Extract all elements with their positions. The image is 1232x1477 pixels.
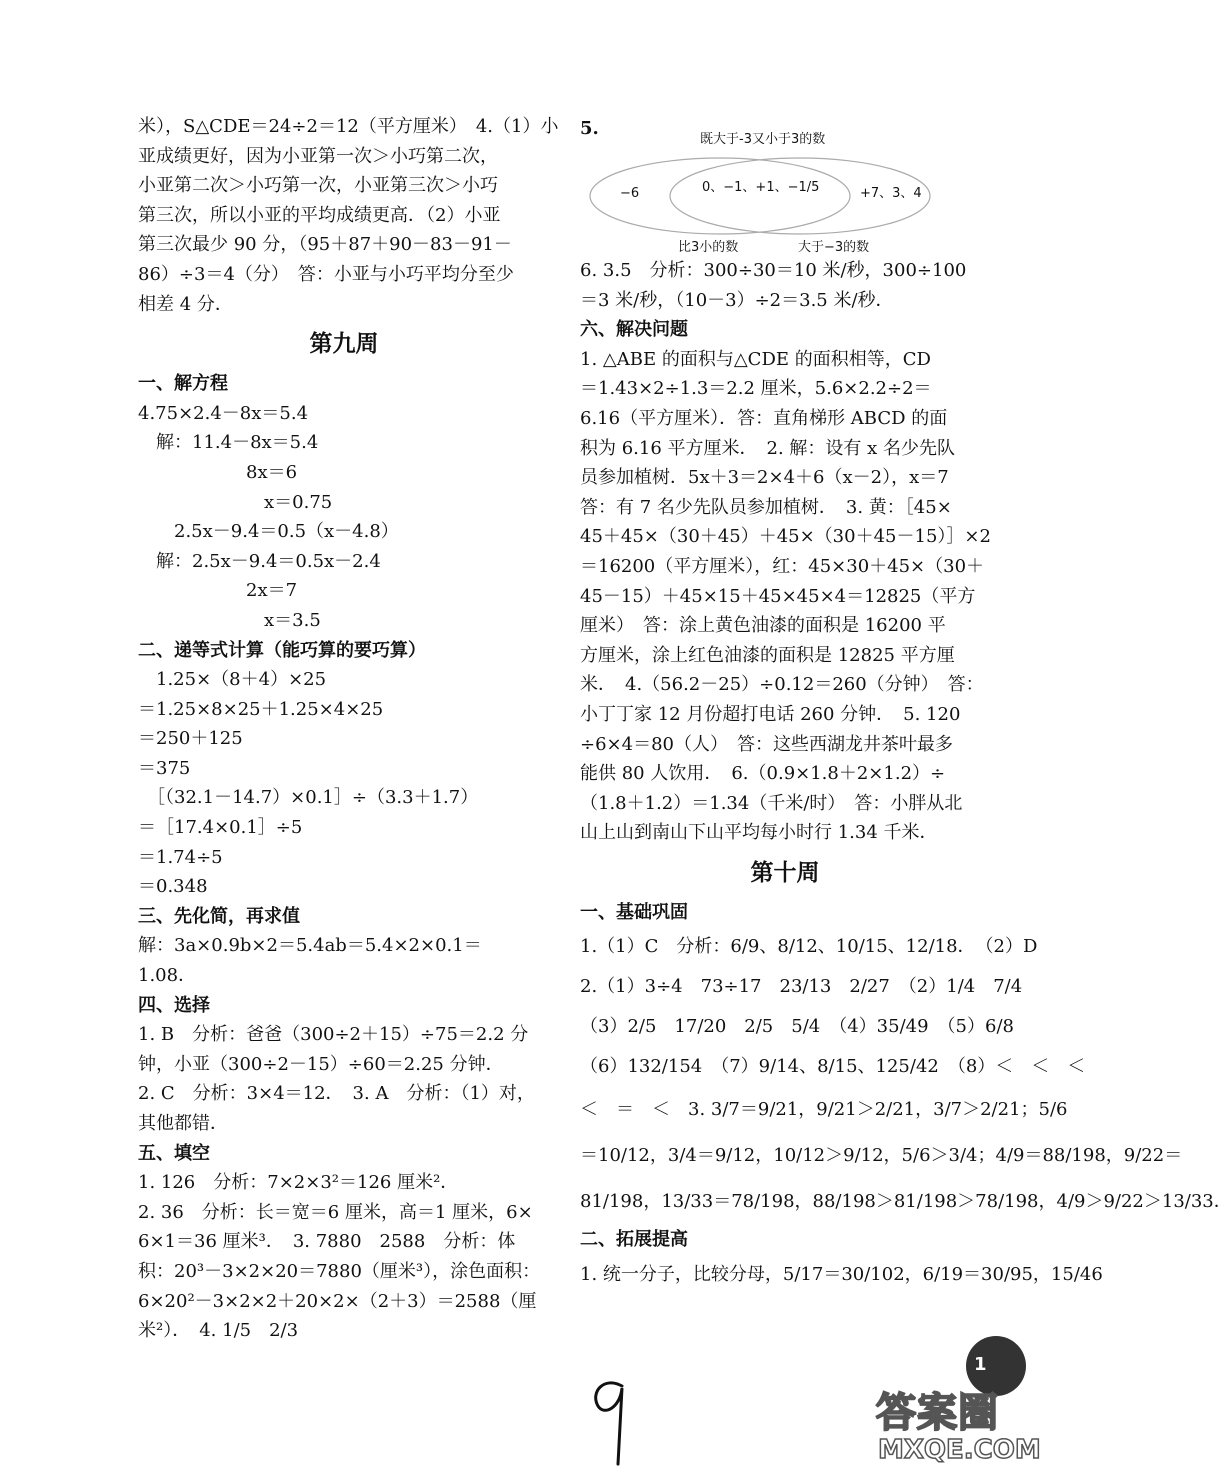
- right-column: [580, 112, 1232, 1295]
- text-line: 2. 36 分析：长＝宽＝6 厘米，高＝1 厘米，6×: [138, 1201, 533, 1223]
- watermark-logo: [856, 1375, 1041, 1477]
- section-title-problems: 六、解决问题: [580, 319, 688, 341]
- text-line: 45＋45×（30＋45）＋45×（30＋45－15）］×2: [580, 526, 991, 548]
- venn-left-values: −6: [620, 186, 640, 201]
- text-line: 其他都错．: [138, 1113, 228, 1134]
- text-line: 山上山到南山下山平均每小时行 1.34 千米．: [580, 822, 938, 844]
- text-line: 员参加植树．5x＋3＝2×4＋6（x－2），x＝7: [580, 467, 949, 489]
- calc-line: ［（32.1－14.7）×0.1］÷（3.3＋1.7）: [138, 787, 479, 809]
- text-line: ＝1.43×2÷1.3＝2.2 厘米，5.6×2.2÷2＝: [580, 378, 932, 400]
- text-line: 答：有 7 名少先队员参加植树． 3. 黄：［45×: [580, 496, 952, 518]
- equation-line: 4.75×2.4－8x＝5.4: [138, 402, 309, 424]
- fraction-line: （6）132/154 （7）9/14、8/15、125/42 （8）＜ ＜ ＜: [580, 1056, 1086, 1078]
- text-line: 86）÷3＝4（分） 答：小亚与小巧平均分至少: [138, 263, 514, 285]
- text-line: 45－15）＋45×15＋45×45×4＝12825（平方: [580, 585, 976, 607]
- equation-line: 2.5x－9.4＝0.5（x－4.8）: [138, 521, 399, 543]
- left-column: [138, 112, 559, 1346]
- text-line: 6. 3.5 分析：300÷30＝10 米/秒，300÷100: [580, 260, 967, 281]
- page-number: 1: [974, 1354, 987, 1375]
- fraction-line: 1.（1）C 分析：6/9、8/12、10/15、12/18． （2）D: [580, 936, 1038, 958]
- section-title-equations: 一、解方程: [138, 373, 228, 395]
- venn-diagram: [580, 112, 990, 255]
- calc-line: ＝［17.4×0.1］÷5: [138, 817, 303, 839]
- section-title-choice: 四、选择: [138, 994, 210, 1016]
- text-line: 积：20³－3×2×20＝7880（厘米³），涂色面积：: [138, 1260, 541, 1282]
- week-10-heading: 第十周: [750, 858, 820, 886]
- fraction-line: 81/198，13/33＝78/198，88/198＞81/198＞78/198，4/9＞9/22＞13/33．: [580, 1191, 1232, 1213]
- logo-text: 答案圈: [876, 1390, 999, 1436]
- venn-middle-values: 0、−1、+1、−1/5: [702, 180, 820, 195]
- text-line: 相差 4 分．: [138, 293, 233, 315]
- text-line: ＝16200（平方厘米），红：45×30＋45×（30＋: [580, 555, 985, 577]
- calc-line: ＝1.74÷5: [138, 846, 223, 868]
- handwritten-mark: [584, 1368, 644, 1472]
- text-line: 小丁丁家 12 月份超打电话 260 分钟． 5. 120: [580, 703, 961, 725]
- text-line: 米），S△CDE＝24÷2＝12（平方厘米） 4.（1）小: [138, 116, 559, 137]
- equation-line: 解：11.4－8x＝5.4: [138, 432, 319, 454]
- fraction-line: （3）2/5 17/20 2/5 5/4 （4）35/49 （5）6/8: [580, 1016, 1014, 1038]
- fraction-line: ＝10/12，3/4＝9/12，10/12＞9/12，5/6＞3/4；4/9＝88/198，9/22＝: [580, 1145, 1183, 1167]
- text-line: 小亚第二次＞小巧第一次，小亚第三次＞小巧: [138, 175, 498, 197]
- section-title-extension: 二、拓展提高: [580, 1229, 688, 1251]
- logo-url: MXQE.COM: [878, 1435, 1041, 1465]
- text-line: 亚成绩更好，因为小亚第一次＞小巧第二次，: [138, 145, 498, 167]
- text-line: 1. 126 分析：7×2×3²＝126 厘米²．: [138, 1172, 459, 1194]
- text-line: 钟，小亚（300÷2－15）÷60＝2.25 分钟．: [138, 1053, 504, 1075]
- text-line: （1.8＋1.2）＝1.34（千米/时） 答：小胖从北: [580, 792, 963, 814]
- text-line: 积为 6.16 平方厘米． 2. 解：设有 x 名少先队: [580, 437, 956, 459]
- fraction-line: 1. 统一分子，比较分母，5/17＝30/102，6/19＝30/95，15/46: [580, 1264, 1103, 1286]
- text-line: 解：3a×0.9b×2＝5.4ab＝5.4×2×0.1＝: [138, 935, 482, 957]
- text-line: 6.16（平方厘米）．答：直角梯形 ABCD 的面: [580, 407, 948, 429]
- fraction-line: ＜ ＝ ＜ 3. 3/7＝9/21，9/21＞2/21，3/7＞2/21；5/6: [580, 1099, 1068, 1121]
- equation-line: 8x＝6: [138, 461, 298, 483]
- text-line: ÷6×4＝80（人） 答：这些西湖龙井茶叶最多: [580, 733, 953, 755]
- venn-top-caption: 既大于-3又小于3的数: [700, 132, 826, 147]
- calc-line: ＝250＋125: [138, 728, 243, 750]
- text-line: 厘米） 答：涂上黄色油漆的面积是 16200 平: [580, 615, 946, 637]
- text-line: ＝3 米/秒，（10－3）÷2＝3.5 米/秒．: [580, 289, 894, 311]
- equation-line: 2x＝7: [138, 580, 298, 602]
- text-line: 米． 4.（56.2－25）÷0.12＝260（分钟） 答：: [580, 674, 984, 696]
- text-line: 1. △ABE 的面积与△CDE 的面积相等，CD: [580, 348, 931, 370]
- calc-line: ＝375: [138, 757, 191, 779]
- calc-line: ＝1.25×8×25＋1.25×4×25: [138, 698, 384, 720]
- text-line: 第三次，所以小亚的平均成绩更高．（2）小亚: [138, 204, 501, 226]
- text-line: 2. C 分析：3×4＝12． 3. A 分析：（1）对，: [138, 1083, 535, 1105]
- text-line: 方厘米，涂上红色油漆的面积是 12825 平方厘: [580, 644, 955, 666]
- text-line: 第三次最少 90 分，（95＋87＋90－83－91－: [138, 234, 512, 256]
- venn-right-caption: 大于−3的数: [798, 240, 870, 255]
- section-title-fill: 五、填空: [138, 1142, 210, 1164]
- text-line: 1. B 分析：爸爸（300÷2＋15）÷75＝2.2 分: [138, 1024, 529, 1046]
- week-9-heading: 第九周: [309, 330, 379, 358]
- equation-line: 解：2.5x－9.4＝0.5x－2.4: [138, 550, 381, 572]
- equation-line: x＝3.5: [138, 609, 321, 631]
- question-number: 5.: [580, 118, 599, 139]
- text-line: 6×1＝36 厘米³． 3. 7880 2588 分析：体: [138, 1231, 516, 1253]
- text-line: 1.08．: [138, 965, 197, 987]
- fraction-line: 2.（1）3÷4 73÷17 23/13 2/27 （2）1/4 7/4: [580, 976, 1023, 998]
- text-line: 能供 80 人饮用． 6.（0.9×1.8＋2×1.2）÷: [580, 763, 946, 785]
- calc-line: ＝0.348: [138, 876, 208, 898]
- calc-line: 1.25×（8＋4）×25: [138, 669, 327, 691]
- venn-left-caption: 比3小的数: [678, 240, 739, 255]
- text-line: 米²）． 4. 1/5 2/3: [138, 1320, 299, 1342]
- section-title-simplify: 三、先化简，再求值: [138, 905, 300, 927]
- equation-line: x＝0.75: [138, 491, 333, 513]
- text-line: 6×20²－3×2×2＋20×2×（2＋3）＝2588（厘: [138, 1290, 537, 1312]
- section-title-calculation: 二、递等式计算（能巧算的要巧算）: [138, 639, 426, 661]
- section-title-basics: 一、基础巩固: [580, 901, 688, 923]
- venn-right-values: +7、3、4: [860, 186, 922, 201]
